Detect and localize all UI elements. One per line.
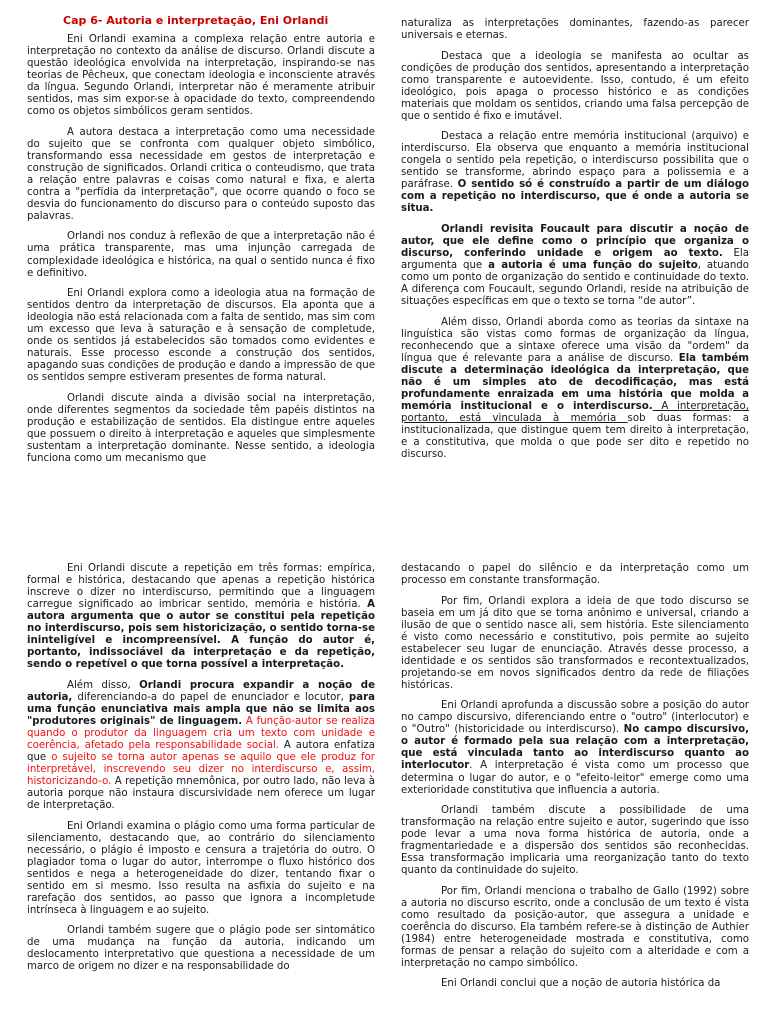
bold-text: para uma função enunciativa mais ampla que não se limita aos "produtores originais" de linguagem. <box>27 691 375 727</box>
bold-text: Orlandi revisita Foucault para discutir a noção de autor, que ele define como o princípio que organiza o discurso, conferindo unidade e origem ao texto. <box>401 223 749 260</box>
paragraph: Eni Orlandi conclui que a noção de autoria histórica da <box>441 978 721 990</box>
text-run: Eni Orlandi aprofunda a discussão sobre a posição do autor no campo discursivo, diferenciando entre o "outro" (interlocutor) e o "Outro" (historicidade ou interdiscurso). <box>401 700 749 736</box>
paragraph: A autora destaca a interpretação como uma necessidade do sujeito que se confronta com qualquer objeto simbólico, transformando essa necessidade em gestos de interpretação e construção de significados. Orlandi critica o conteudismo, que trata a relação entre palavras e coisas como natural e fixa, e alerta contra a "perfídia da interpretação", que ocorre quando o foco se desvia do funcionamento do discurso para o conteúdo suposto das palavras. <box>27 126 375 222</box>
text-run: . A interpretação é vista como um processo que determina o lugar do autor, e o "efeito-leitor" emerge como uma exterioridade constitutiva que influencia a autoria. <box>401 760 749 796</box>
bold-text: O sentido só é construído a partir de um diálogo com a repetição no interdiscurso, que é onde a autoria se situa. <box>401 179 749 215</box>
text-run: A repetição mnemônica, por outro lado, não leva à autoria porque não instaura discursividade nem oferece um lugar de interpretação. <box>27 776 375 812</box>
paragraph <box>401 224 749 308</box>
page-1-left-column <box>27 15 375 474</box>
bold-text: a autoria é uma função do sujeito <box>488 260 698 272</box>
page-2-left-column <box>27 563 375 982</box>
text-run: A autora enfatiza que <box>27 739 375 763</box>
text-run: Eni Orlandi discute a repetição em três formas: empírica, formal e histórica, destacando que apenas a repetição histórica inscreve o dizer no interdiscurso, permitindo que a linguagem carregue significado ao imbricar sentido, memória e história. <box>27 563 375 611</box>
paragraph: naturaliza as interpretações dominantes, fazendo-as parecer universais e eternas. <box>401 18 749 42</box>
text-run: Ela argumenta que <box>401 248 749 272</box>
page-2-right-column <box>401 563 749 999</box>
underlined-text: A interpretação, portanto, está vinculada à memória <box>401 400 749 424</box>
paragraph: Orlandi discute ainda a divisão social na interpretação, onde diferentes segmentos da sociedade têm papéis distintos na produção e estabilização de sentidos. Ela distingue entre aqueles que possuem o direito à interpretação e aqueles que simplesmente sustentam a interpretação dominante. Nesse sentido, a ideologia funciona como um mecanismo que <box>27 392 375 464</box>
page-1-right-column <box>401 18 749 470</box>
bold-text: No campo discursivo, o autor é formado pela sua relação com a interpretação, que está vinculada tanto ao interdiscurso quanto ao interlocutor <box>401 724 750 772</box>
chapter-title: Cap 6- Autoria e interpretação, Eni Orlandi <box>63 14 329 27</box>
bold-text: Ela também discute a determinação ideológica da interpretação, que não é um simples ato de decodificação, mas está profundamente enraizada em uma história que molda a memória institucional e o interdiscurso. <box>401 352 749 412</box>
paragraph <box>401 131 749 215</box>
text-run: diferenciando-a do papel de enunciador e locutor, <box>72 691 349 703</box>
text-run: Destaca a relação entre memória institucional (arquivo) e interdiscurso. Ela observa que enquanto a memória institucional congela o sentido pela repetição, o interdiscurso possibilita que o sentido se transforme, abrindo espaço para a polissemia e a paráfrase. <box>401 131 749 191</box>
paragraph: destacando o papel do silêncio e da interpretação como um processo em constante transformação. <box>401 563 749 587</box>
bold-text: A autora argumenta que o autor se constitui pela repetição no interdiscurso, pois sem historicização, o sentido torna-se ininteligível e incompreensível. A função do autor é, portanto, indissociável da interpretação e da repetição, sendo o repetível o que torna possível a interpretação. <box>27 599 375 671</box>
paragraph: Eni Orlandi explora como a ideologia atua na formação de sentidos dentro da interpretação de discursos. Ela aponta que a ideologia não está relacionada com a falta de sentido, mas sim com um excesso que leva à saturação e à sensação de completude, onde os sentidos já estabelecidos são tomados como evidentes e naturais. Esse processo esconde a construção dos sentidos, apagando suas condições de produção e dando a impressão de que os sentidos sempre estiveram presentes de forma natural. <box>27 288 375 384</box>
paragraph <box>27 563 375 671</box>
paragraph: Eni Orlandi examina a complexa relação entre autoria e interpretação no contexto da análise de discurso. Orlandi discute a questão ideológica envolvida na interpretação, inspirando-se nas teorias de Pêcheux, que conectam ideologia e inconsciente através da língua. Segundo Orlandi, interpretar não é meramente atribuir sentidos, mas sim expor-se à opacidade do texto, compreendendo como os objetos simbólicos geram sentidos. <box>27 33 375 118</box>
page-gap <box>0 528 768 553</box>
text-run: Além disso, <box>67 679 140 691</box>
text-run: , atuando como um ponto de organização do sentido e continuidade do texto. A diferença com Foucault, segundo Orlandi, reside na atribuição de situações específicas em que o texto se torna “de autor”. <box>401 260 749 308</box>
paragraph: Orlandi nos conduz à reflexão de que a interpretação não é uma prática transparente, mas uma injunção carregada de complexidade ideológica e histórica, na qual o sentido nunca é fixo e definitivo. <box>27 231 375 279</box>
paragraph <box>401 317 749 461</box>
red-text: o sujeito se torna autor apenas se aquilo que ele produz for interpretável, inscrevendo seu dizer no interdiscurso e, assim, historicizando-o. <box>27 751 375 788</box>
paragraph <box>27 680 375 812</box>
paragraph: Por fim, Orlandi menciona o trabalho de Gallo (1992) sobre a autoria no discurso escrito, onde a conclusão de um texto é vista como resultado da posição-autor, que assegura a unidade e coerência do discurso. Ela também refere-se à distinção de Authier (1984) entre heterogeneidade mostrada e constitutiva, como formas de pensar a relação do sujeito com a alteridade e com a interpretação no campo simbólico. <box>401 885 749 969</box>
paragraph: Por fim, Orlandi explora a ideia de que todo discurso se baseia em um já dito que se torna anônimo e universal, criando a ilusão de que o sentido nasce ali, sem história. Este silenciamento é visto como necessário e constitutivo, pois permite ao sujeito estabelecer seu lugar de enunciação. Através desse processo, a identidade e os sentidos são transformados e recontextualizados, projetando-se em novos significados dentro da rede de filiações históricas. <box>401 595 749 691</box>
red-text: A função-autor se realiza quando o produtor da linguagem cria um texto com unidade e coerência, afetado pela responsabilidade social. <box>27 715 376 751</box>
page-2 <box>0 553 768 1024</box>
paragraph: Orlandi também discute a possibilidade de uma transformação na relação entre sujeito e autor, sugerindo que isso pode levar a uma nova forma histórica de autoria, onde a fragmentariedade e a dispersão dos sentidos são reconhecidas. Essa transformação implicaria uma reorganização tanto do texto quanto da continuidade do sujeito. <box>401 805 749 877</box>
text-run: Além disso, Orlandi aborda como as teorias da sintaxe na linguística são vistas como formas de organização da língua, reconhecendo que a sintaxe oferece uma visão da "ordem" da língua que é relevante para a análise de discurso. <box>401 316 749 364</box>
text-run: sob duas formas: a institucionalizada, que distingue quem tem direito à interpretação, e a constitutiva, que molda o que pode ser dito e repetido no discurso. <box>401 412 749 461</box>
paragraph: Eni Orlandi examina o plágio como uma forma particular de silenciamento, destacando que, ao contrário do silenciamento necessário, o plágio é imposto e censura a trajetória do outro. O plagiador toma o lugar do autor, interrompe o fluxo histórico dos sentidos e nega a heterogeneidade do dizer, tentando fixar o sentido em si mesmo. Isso resulta na asfixia do sujeito e na rarefação dos sentidos, ao passo que ignora a incompletude intrínseca à linguagem e ao sujeito. <box>27 820 375 916</box>
paragraph: Destaca que a ideologia se manifesta ao ocultar as condições de produção dos sentidos, apresentando a interpretação como transparente e autoevidente. Isso, contudo, é um efeito ideológico, pois apaga o processo histórico e as condições materiais que moldam os sentidos, criando uma falsa percepção de que o sentido é fixo e imutável. <box>401 50 749 122</box>
paragraph: Orlandi também sugere que o plágio pode ser sintomático de uma mudança na função da autoria, indicando um deslocamento interpretativo que questiona a necessidade de um marco de origem no dizer e na responsabilidade do <box>27 925 375 973</box>
paragraph <box>401 700 749 796</box>
bold-text: Orlandi procura expandir a noção de autoria, <box>27 679 375 703</box>
